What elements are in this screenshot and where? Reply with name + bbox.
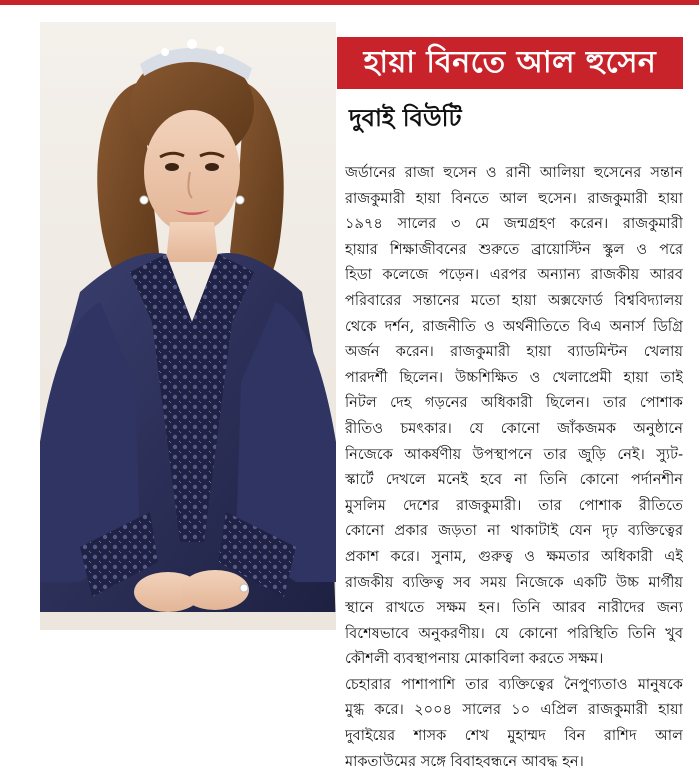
- headline-title: হায়া বিনতে আল হুসেন: [363, 44, 657, 80]
- body-line: নিটল দেহ গড়নের অধিকারী ছিলেন। তার পোশাক: [345, 394, 683, 412]
- body-line: পরিবারের সন্তানের মতো হায়া অক্সফোর্ড বিশ্ববিদ্যালয়: [345, 291, 683, 309]
- body-line: থেকে দর্শন, রাজনীতি ও অর্থনীতিতে বিএ অনার্স ডিগ্রি: [345, 317, 683, 335]
- subheading: দুবাই বিউটি: [349, 103, 462, 132]
- body-line: জর্ডানের রাজা হুসেন ও রানী আলিয়া হুসেনের সন্তান: [345, 164, 683, 181]
- body-line: রাজকীয় ব্যক্তিত্ব সব সময় নিজেকে একটি উচ্চ মার্গীয়: [345, 573, 683, 591]
- body-line: হায়ার শিক্ষাজীবনের শুরুতে ব্রায়োস্টিন স্কুল ও পরে: [345, 240, 683, 258]
- body-line: অর্জন করেন। রাজকুমারী হায়া ব্যাডমিন্টন খেলায়: [345, 343, 683, 361]
- body-line: স্কার্টে দেখলে মনেই হবে না তিনি কোনো পর্দানশীন: [345, 471, 683, 489]
- body-line: বিশেষভাবে অনুকরণীয়। যে কোনো পরিস্থিতি তিনি খুব: [345, 624, 683, 642]
- portrait-photo: [40, 22, 336, 630]
- headline-banner: [337, 37, 683, 89]
- body-line: নিজেকে আকর্ষণীয় উপস্থাপনে তার জুড়ি নেই। স্যুট-: [345, 445, 683, 463]
- body-line: পারদর্শী ছিলেন। উচ্চশিক্ষিত ও খেলাপ্রেমী হায়া তাই: [345, 368, 683, 386]
- body-line: কোনো প্রকার জড়তা না থাকাটাই যেন দৃঢ় ব্যক্তিত্বের: [345, 522, 683, 540]
- body-line: মাকতাউমের সঙ্গে বিবাহবন্ধনে আবদ্ধ হন।: [345, 752, 584, 770]
- article-body: [345, 160, 683, 774]
- body-line: হিডা কলেজে পড়েন। এরপর অন্যান্য রাজকীয় আরব: [345, 266, 683, 284]
- body-line: রীতিও চমৎকার। যে কোনো জাঁকজমক অনুষ্ঠানে: [345, 419, 683, 437]
- body-line: স্থানে রাখতে সক্ষম হন। তিনি আরব নারীদের জন্য: [345, 599, 683, 617]
- body-line: কৌশলী ব্যবস্থাপনায় মোকাবিলা করতে সক্ষম।: [345, 650, 604, 668]
- body-line: ১৯৭৪ সালের ৩ মে জন্মগ্রহণ করেন। রাজকুমারী: [345, 215, 683, 233]
- body-line: দুবাইয়ের শাসক শেখ মুহাম্মদ বিন রাশিদ আল: [345, 727, 683, 745]
- body-line: মুগ্ধ করে। ২০০৪ সালের ১০ এপ্রিল রাজকুমারী হায়া: [345, 701, 683, 719]
- body-line: রাজকুমারী হায়া বিনতে আল হুসেন। রাজকুমারী হায়া: [345, 189, 683, 207]
- top-accent-rule: [0, 0, 699, 5]
- body-line: মুসলিম দেশের রাজকুমারী। তার পোশাক রীতিতে: [345, 496, 683, 514]
- body-line: চেহারার পাশাপাশি তার ব্যক্তিত্বের নৈপুণ্যতাও মানুষকে: [345, 675, 683, 693]
- body-line: প্রকাশ করে। সুনাম, গুরুত্ব ও ক্ষমতার অধিকারী এই: [345, 547, 683, 565]
